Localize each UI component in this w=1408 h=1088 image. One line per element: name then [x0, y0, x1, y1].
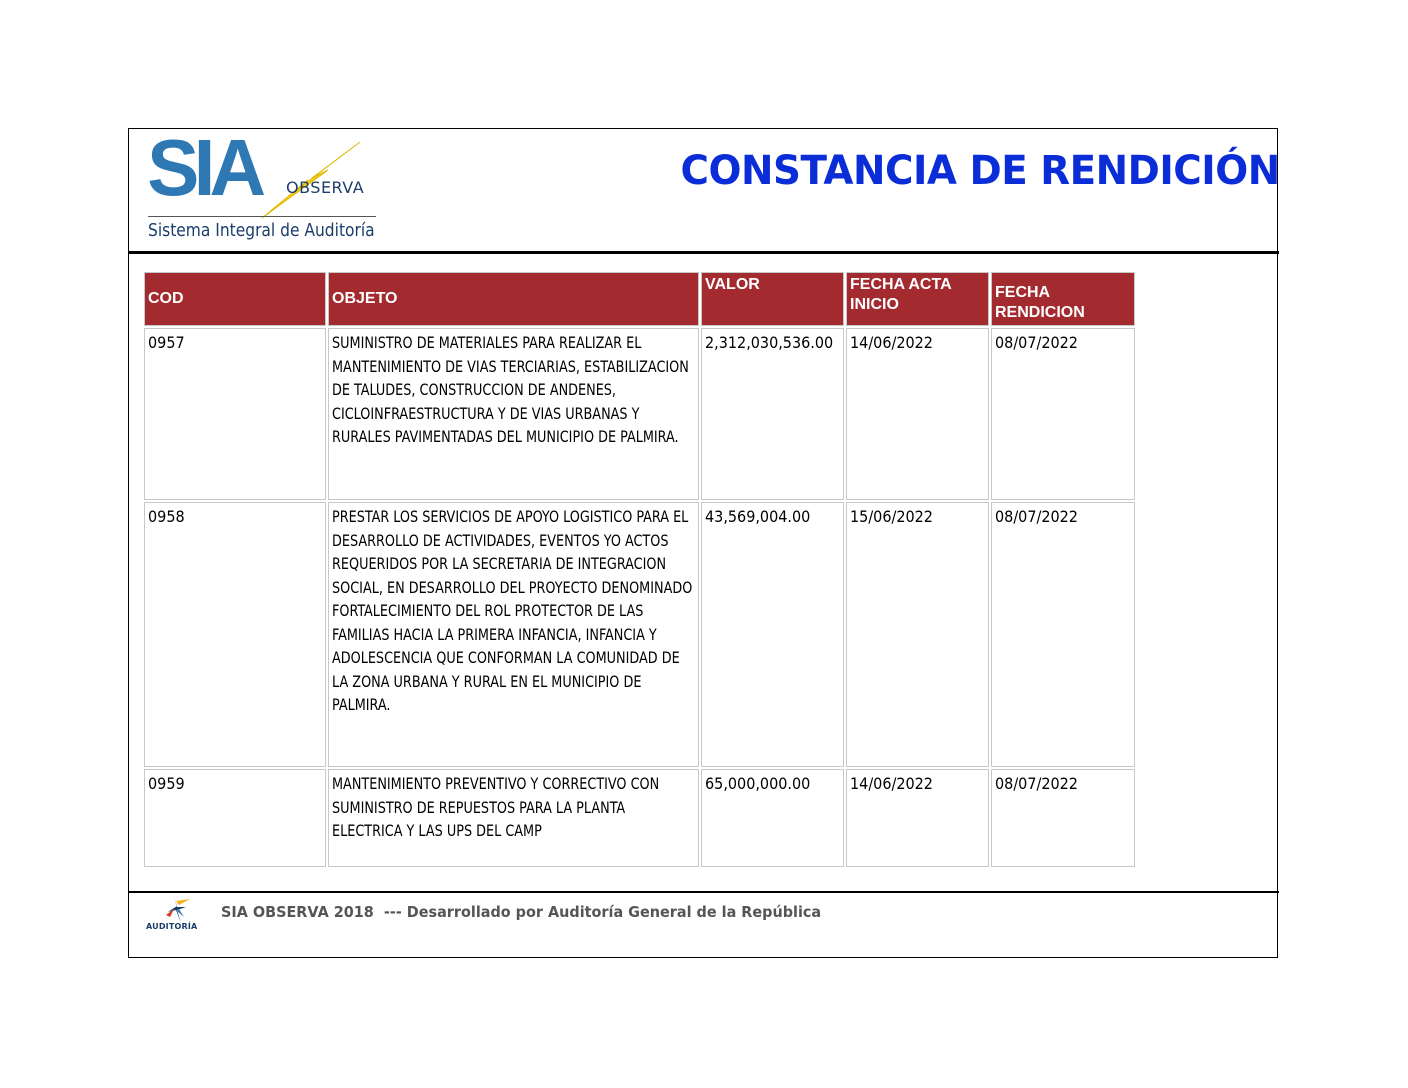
col-header-valor: VALOR — [701, 272, 844, 326]
cell-valor: 2,312,030,536.00 — [701, 328, 844, 500]
logo-product: OBSERVA — [286, 178, 365, 197]
table-row — [144, 328, 1135, 500]
footer-credit: SIA OBSERVA 2018 --- Desarrollado por Auditoría General de la República — [221, 903, 822, 921]
cell-objeto — [328, 328, 699, 500]
sia-observa-logo — [146, 123, 386, 248]
cell-objeto — [328, 769, 699, 867]
cell-cod: 0957 — [144, 328, 326, 500]
cell-fecha-rendicion: 08/07/2022 — [991, 328, 1135, 500]
cell-objeto-text: SUMINISTRO DE MATERIALES PARA REALIZAR EL MANTENIMIENTO DE VIAS TERCIARIAS, ESTABILIZACION DE TALUDES, CONSTRUCCION DE ANDENES, CICLOINFRAESTRUCTURA Y DE VIAS URBANAS Y RURALES PAVIMENTADAS DEL MUNICIPIO DE PALMIRA. — [332, 333, 689, 446]
cell-objeto-text: MANTENIMIENTO PREVENTIVO Y CORRECTIVO CON SUMINISTRO DE REPUESTOS PARA LA PLANTA ELECTRICA Y LAS UPS DEL CAMP — [332, 774, 660, 840]
table-row — [144, 769, 1135, 867]
page-title: CONSTANCIA DE RENDICIÓN — [680, 148, 1280, 194]
cell-fecha-acta-inicio: 15/06/2022 — [846, 502, 989, 767]
cell-objeto — [328, 502, 699, 767]
cell-fecha-rendicion: 08/07/2022 — [991, 502, 1135, 767]
logo-brand: SIA — [147, 123, 261, 212]
footer-logo-text: AUDITORÍA — [146, 922, 198, 931]
auditoria-star-icon — [146, 895, 202, 941]
cell-fecha-acta-inicio: 14/06/2022 — [846, 769, 989, 867]
col-header-objeto: OBJETO — [328, 272, 699, 326]
col-header-fecha-acta-inicio: FECHA ACTA INICIO — [846, 272, 989, 326]
table-header-row — [144, 272, 1135, 326]
col-header-fecha-rendicion: FECHA RENDICION — [991, 272, 1135, 326]
logo-divider — [148, 216, 376, 217]
cell-cod: 0959 — [144, 769, 326, 867]
rendicion-table — [142, 270, 1137, 869]
cell-valor: 43,569,004.00 — [701, 502, 844, 767]
cell-valor: 65,000,000.00 — [701, 769, 844, 867]
footer-divider — [128, 891, 1279, 893]
cell-objeto-text: PRESTAR LOS SERVICIOS DE APOYO LOGISTICO PARA EL DESARROLLO DE ACTIVIDADES, EVENTOS YO ACTOS REQUERIDOS POR LA SECRETARIA DE INTEGRACION SOCIAL, EN DESARROLLO DEL PROYECTO DENOMINADO FORTALECIMIENTO DEL ROL PROTECTOR DE LAS FAMILIAS HACIA LA PRIMERA INFANCIA, INFANCIA Y ADOLESCENCIA QUE CONFORMAN LA COMUNIDAD DE LA ZONA URBANA Y RURAL EN EL MUNICIPIO DE PALMIRA. — [332, 507, 693, 714]
header-divider — [128, 251, 1279, 254]
cell-cod: 0958 — [144, 502, 326, 767]
cell-fecha-rendicion: 08/07/2022 — [991, 769, 1135, 867]
logo-subtitle: Sistema Integral de Auditoría — [148, 220, 375, 241]
cell-fecha-acta-inicio: 14/06/2022 — [846, 328, 989, 500]
col-header-cod: COD — [144, 272, 326, 326]
table-row — [144, 502, 1135, 767]
